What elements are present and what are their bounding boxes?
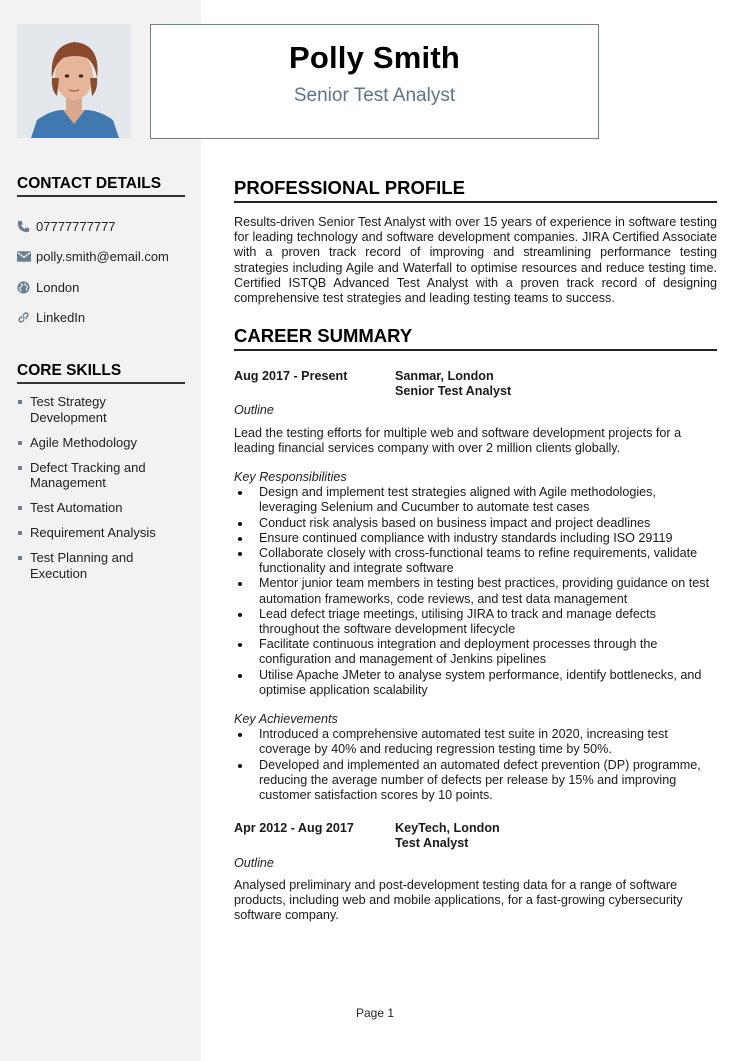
list-item: Mentor junior team members in testing best practices, providing guidance on test automation frameworks, code reviews, and test data management: [234, 576, 717, 606]
job-outline: Lead the testing efforts for multiple web and software development projects for a leading financial services company with over 2 million clients globally.: [234, 425, 682, 455]
job-role: Test Analyst: [395, 836, 469, 851]
candidate-title: Senior Test Analyst: [293, 85, 456, 106]
skill-item: Test Planning and Execution: [17, 550, 185, 581]
list-item: Ensure continued compliance with industry standards including ISO 29119: [234, 531, 717, 546]
skill-item: Test Automation: [17, 500, 185, 516]
list-item: Collaborate closely with cross-functional teams to refine requirements, validate functionality and integrate software: [234, 546, 717, 576]
contact-item-location: [17, 272, 185, 303]
skill-item: Defect Tracking and Management: [17, 460, 185, 491]
list-item: Design and implement test strategies aligned with Agile methodologies, leveraging Selenium and Cucumber to automate test cases: [234, 485, 717, 515]
skill-item: Agile Methodology: [17, 435, 185, 451]
contact-heading: CONTACT DETAILS: [17, 175, 185, 197]
profile-text: Results-driven Senior Test Analyst with over 15 years of experience in software testing for leading technology and software development companies. JIRA Certified Associate with a proven track record of improving and streamlining performance testing strategies including Agile and Waterfall to optimise resources and reduce testing time. Certified ISTQB Advanced Test Analyst with a proven track record of designing comprehensive test strategies and leading testing teams to success.: [234, 215, 717, 306]
outline-label: Outline: [234, 403, 274, 418]
list-item: Developed and implemented an automated defect prevention (DP) programme, reducing the average number of defects per release by 15% and improving customer satisfaction scores by 10 points.: [234, 758, 717, 804]
contact-section: [17, 175, 185, 333]
contact-item-email: [17, 242, 185, 273]
list-item: Utilise Apache JMeter to analyse system performance, identify bottlenecks, and optimise application scalability: [234, 668, 717, 698]
profile-photo: [17, 24, 131, 138]
profile-heading: PROFESSIONAL PROFILE: [234, 177, 717, 203]
contact-item-linkedin: [17, 303, 185, 334]
responsibilities-label: Key Responsibilities: [234, 470, 347, 485]
list-item: Conduct risk analysis based on business impact and project deadlines: [234, 516, 717, 531]
portrait-image: [17, 24, 131, 138]
skills-section: [17, 362, 185, 591]
achievements-list: [234, 727, 717, 803]
job-role: Senior Test Analyst: [395, 384, 512, 399]
envelope-icon: [17, 250, 36, 264]
page-number: Page 1: [355, 1006, 395, 1020]
contact-linkedin[interactable]: LinkedIn: [36, 310, 86, 326]
skills-list: [17, 394, 185, 581]
skills-heading: CORE SKILLS: [17, 362, 185, 384]
name-header: [150, 24, 599, 139]
list-item: Lead defect triage meetings, utilising JIRA to track and manage defects throughout the software development lifecycle: [234, 607, 717, 637]
job-header: [234, 821, 717, 836]
outline-label: Outline: [234, 855, 274, 870]
contact-location: London: [36, 279, 80, 295]
phone-icon: [17, 219, 36, 233]
contact-email[interactable]: polly.smith@email.com: [36, 249, 169, 265]
job-company: KeyTech, London: [395, 821, 500, 836]
career-section: [234, 325, 717, 924]
contact-phone[interactable]: 07777777777: [36, 218, 116, 234]
contact-item-phone: [17, 211, 185, 242]
job-outline: Analysed preliminary and post-development testing data for a range of software products, including web and mobile applications, for a fast-growing cybersecurity software company.: [234, 877, 683, 923]
list-item: Facilitate continuous integration and deployment processes through the configuration and management of Jenkins pipelines: [234, 637, 717, 667]
job-dates: Aug 2017 - Present: [234, 369, 348, 383]
job-entry: [234, 369, 717, 803]
skill-item: Requirement Analysis: [17, 525, 185, 541]
link-icon: [17, 311, 36, 325]
skill-item: Test Strategy Development: [17, 394, 185, 425]
achievements-label: Key Achievements: [234, 712, 338, 727]
job-dates: Apr 2012 - Aug 2017: [234, 821, 354, 836]
job-header: [234, 369, 717, 384]
profile-section: [234, 177, 717, 306]
job-entry: [234, 821, 717, 923]
job-company: Sanmar, London: [395, 369, 494, 383]
responsibilities-list: [234, 485, 717, 698]
career-heading: CAREER SUMMARY: [234, 325, 717, 351]
globe-icon: [17, 280, 36, 294]
list-item: Introduced a comprehensive automated test suite in 2020, increasing test coverage by 40% and reducing regression testing time by 50%.: [234, 727, 717, 757]
contact-list: [17, 211, 185, 333]
candidate-name: Polly Smith: [288, 40, 460, 75]
